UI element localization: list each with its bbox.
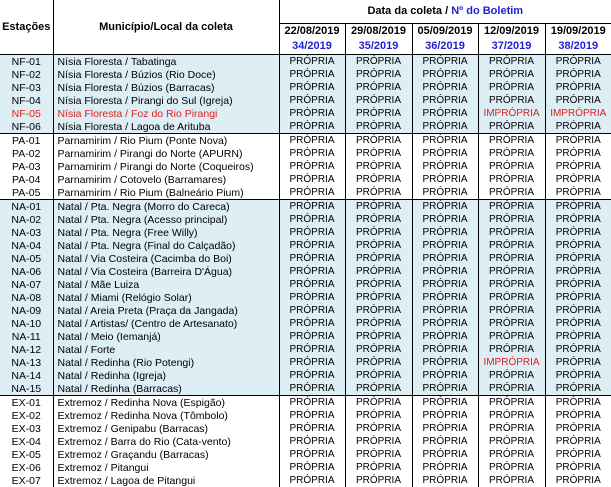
station-code: PA-02 — [0, 147, 53, 160]
status-cell: PRÓPRIA — [478, 330, 545, 343]
status-cell: PRÓPRIA — [345, 81, 412, 94]
table-row — [0, 474, 611, 487]
status-cell: PRÓPRIA — [412, 448, 478, 461]
location-name: Nísia Floresta / Búzios (Barracas) — [53, 81, 279, 94]
status-cell: PRÓPRIA — [478, 435, 545, 448]
table-row — [0, 213, 611, 226]
status-cell: PRÓPRIA — [412, 304, 478, 317]
status-cell: PRÓPRIA — [345, 291, 412, 304]
status-cell: PRÓPRIA — [345, 120, 412, 134]
status-cell: PRÓPRIA — [279, 448, 345, 461]
status-cell: PRÓPRIA — [412, 134, 478, 148]
status-cell: PRÓPRIA — [279, 317, 345, 330]
status-cell: PRÓPRIA — [478, 409, 545, 422]
table-row — [0, 369, 611, 382]
table-row — [0, 120, 611, 134]
status-cell: PRÓPRIA — [279, 173, 345, 186]
status-cell: PRÓPRIA — [478, 213, 545, 226]
status-cell: PRÓPRIA — [412, 461, 478, 474]
status-cell: PRÓPRIA — [345, 330, 412, 343]
status-cell: PRÓPRIA — [545, 396, 611, 410]
status-cell: PRÓPRIA — [545, 68, 611, 81]
station-code: NF-03 — [0, 81, 53, 94]
status-cell: PRÓPRIA — [545, 120, 611, 134]
location-name: Natal / Areia Preta (Praça da Jangada) — [53, 304, 279, 317]
status-cell: PRÓPRIA — [545, 330, 611, 343]
status-cell: PRÓPRIA — [345, 448, 412, 461]
status-cell: PRÓPRIA — [545, 422, 611, 435]
station-code: NF-06 — [0, 120, 53, 134]
station-code: PA-01 — [0, 134, 53, 148]
status-cell: PRÓPRIA — [412, 369, 478, 382]
status-cell: PRÓPRIA — [478, 422, 545, 435]
status-cell: PRÓPRIA — [345, 134, 412, 148]
status-cell: PRÓPRIA — [478, 382, 545, 396]
location-name: Natal / Forte — [53, 343, 279, 356]
status-cell: PRÓPRIA — [345, 304, 412, 317]
status-cell: PRÓPRIA — [412, 317, 478, 330]
table-row — [0, 107, 611, 120]
status-cell: IMPRÓPRIA — [478, 107, 545, 120]
status-cell: PRÓPRIA — [478, 147, 545, 160]
station-code: NF-01 — [0, 55, 53, 69]
location-name: Nísia Floresta / Lagoa de Arituba — [53, 120, 279, 134]
date-header: 19/09/2019 — [545, 23, 611, 39]
station-code: NA-12 — [0, 343, 53, 356]
location-name: Natal / Pta. Negra (Final do Calçadão) — [53, 239, 279, 252]
table-row — [0, 68, 611, 81]
bulletin-number: 38/2019 — [545, 39, 611, 55]
bulletin-number: 36/2019 — [412, 39, 478, 55]
status-cell: PRÓPRIA — [412, 173, 478, 186]
status-cell: PRÓPRIA — [478, 55, 545, 69]
table-row — [0, 200, 611, 214]
location-name: Nísia Floresta / Foz do Rio Pirangi — [53, 107, 279, 120]
location-name: Natal / Redinha (Igreja) — [53, 369, 279, 382]
status-cell: PRÓPRIA — [279, 409, 345, 422]
table-row — [0, 461, 611, 474]
station-code: NF-04 — [0, 94, 53, 107]
table-body — [0, 55, 611, 487]
status-cell: PRÓPRIA — [412, 160, 478, 173]
status-cell: PRÓPRIA — [345, 461, 412, 474]
status-cell: PRÓPRIA — [412, 435, 478, 448]
station-code: NA-09 — [0, 304, 53, 317]
location-name: Natal / Pta. Negra (Morro do Careca) — [53, 200, 279, 214]
table-row — [0, 317, 611, 330]
status-cell: PRÓPRIA — [345, 147, 412, 160]
status-cell: PRÓPRIA — [412, 213, 478, 226]
status-cell: PRÓPRIA — [279, 474, 345, 487]
status-cell: PRÓPRIA — [412, 265, 478, 278]
location-name: Natal / Miami (Relógio Solar) — [53, 291, 279, 304]
status-cell: PRÓPRIA — [478, 474, 545, 487]
station-code: NA-06 — [0, 265, 53, 278]
status-cell: PRÓPRIA — [345, 173, 412, 186]
station-code: NA-14 — [0, 369, 53, 382]
location-name: Parnamirim / Rio Pium (Ponte Nova) — [53, 134, 279, 148]
status-cell: PRÓPRIA — [345, 435, 412, 448]
status-cell: PRÓPRIA — [545, 278, 611, 291]
date-title: Data da coleta / — [367, 5, 451, 17]
station-code: NA-05 — [0, 252, 53, 265]
status-cell: PRÓPRIA — [478, 200, 545, 214]
status-cell: PRÓPRIA — [412, 409, 478, 422]
table-row — [0, 330, 611, 343]
status-cell: PRÓPRIA — [545, 382, 611, 396]
status-cell: PRÓPRIA — [279, 252, 345, 265]
status-cell: PRÓPRIA — [412, 278, 478, 291]
status-cell: PRÓPRIA — [545, 409, 611, 422]
status-cell: PRÓPRIA — [279, 461, 345, 474]
station-code: NA-04 — [0, 239, 53, 252]
status-cell: PRÓPRIA — [545, 317, 611, 330]
location-name: Parnamirim / Cotovelo (Barramares) — [53, 173, 279, 186]
table-row — [0, 160, 611, 173]
table-row — [0, 343, 611, 356]
status-cell: PRÓPRIA — [345, 186, 412, 200]
station-code: EX-02 — [0, 409, 53, 422]
location-name: Extremoz / Barra do Rio (Cata-vento) — [53, 435, 279, 448]
status-cell: PRÓPRIA — [545, 369, 611, 382]
location-name: Natal / Pta. Negra (Acesso principal) — [53, 213, 279, 226]
status-cell: PRÓPRIA — [345, 239, 412, 252]
table-row — [0, 396, 611, 410]
status-cell: PRÓPRIA — [478, 369, 545, 382]
status-cell: PRÓPRIA — [279, 186, 345, 200]
location-name: Extremoz / Lagoa de Pitangui — [53, 474, 279, 487]
location-name: Extremoz / Redinha Nova (Espigão) — [53, 396, 279, 410]
station-code: NA-15 — [0, 382, 53, 396]
status-cell: PRÓPRIA — [279, 343, 345, 356]
status-cell: PRÓPRIA — [478, 461, 545, 474]
status-cell: IMPRÓPRIA — [478, 356, 545, 369]
status-cell: PRÓPRIA — [412, 55, 478, 69]
status-cell: PRÓPRIA — [412, 200, 478, 214]
stations-header: Estações — [0, 0, 53, 55]
location-name: Extremoz / Redinha Nova (Tômbolo) — [53, 409, 279, 422]
station-code: EX-04 — [0, 435, 53, 448]
status-cell: PRÓPRIA — [478, 265, 545, 278]
status-cell: PRÓPRIA — [478, 448, 545, 461]
status-cell: PRÓPRIA — [279, 226, 345, 239]
status-cell: PRÓPRIA — [279, 330, 345, 343]
status-cell: PRÓPRIA — [478, 304, 545, 317]
status-cell: PRÓPRIA — [545, 239, 611, 252]
status-cell: PRÓPRIA — [478, 291, 545, 304]
table-row — [0, 278, 611, 291]
location-name: Natal / Mãe Luiza — [53, 278, 279, 291]
status-cell: PRÓPRIA — [279, 134, 345, 148]
status-cell: PRÓPRIA — [345, 278, 412, 291]
station-code: EX-07 — [0, 474, 53, 487]
status-cell: PRÓPRIA — [345, 107, 412, 120]
status-cell: PRÓPRIA — [412, 382, 478, 396]
status-cell: PRÓPRIA — [545, 147, 611, 160]
station-code: EX-06 — [0, 461, 53, 474]
date-header: 22/08/2019 — [279, 23, 345, 39]
status-cell: PRÓPRIA — [545, 252, 611, 265]
bulletin-number: 37/2019 — [478, 39, 545, 55]
table-row — [0, 226, 611, 239]
status-cell: PRÓPRIA — [279, 265, 345, 278]
status-cell: PRÓPRIA — [279, 291, 345, 304]
status-cell: PRÓPRIA — [279, 120, 345, 134]
location-name: Parnamirim / Pirangi do Norte (APURN) — [53, 147, 279, 160]
station-code: NA-11 — [0, 330, 53, 343]
status-cell: PRÓPRIA — [412, 147, 478, 160]
status-cell: PRÓPRIA — [545, 186, 611, 200]
status-cell: PRÓPRIA — [279, 239, 345, 252]
status-cell: PRÓPRIA — [412, 252, 478, 265]
status-cell: PRÓPRIA — [412, 330, 478, 343]
status-cell: PRÓPRIA — [412, 68, 478, 81]
status-cell: PRÓPRIA — [412, 356, 478, 369]
location-name: Natal / Via Costeira (Barreira D'Água) — [53, 265, 279, 278]
status-cell: PRÓPRIA — [345, 94, 412, 107]
status-cell: PRÓPRIA — [412, 107, 478, 120]
table-row — [0, 239, 611, 252]
status-cell: PRÓPRIA — [545, 81, 611, 94]
status-cell: PRÓPRIA — [279, 213, 345, 226]
location-name: Natal / Via Costeira (Cacimba do Boi) — [53, 252, 279, 265]
status-cell: PRÓPRIA — [345, 343, 412, 356]
location-name: Parnamirim / Pirangi do Norte (Coqueiros) — [53, 160, 279, 173]
table-row — [0, 304, 611, 317]
status-cell: PRÓPRIA — [545, 200, 611, 214]
status-cell: PRÓPRIA — [345, 68, 412, 81]
status-cell: PRÓPRIA — [412, 343, 478, 356]
date-bulletin-header — [279, 0, 611, 23]
status-cell: PRÓPRIA — [545, 94, 611, 107]
status-cell: PRÓPRIA — [279, 55, 345, 69]
status-cell: PRÓPRIA — [345, 396, 412, 410]
table-row — [0, 134, 611, 148]
status-cell: PRÓPRIA — [279, 435, 345, 448]
status-cell: PRÓPRIA — [545, 213, 611, 226]
location-name: Extremoz / Graçandu (Barracas) — [53, 448, 279, 461]
status-cell: IMPRÓPRIA — [545, 107, 611, 120]
status-cell: PRÓPRIA — [478, 317, 545, 330]
table-row — [0, 435, 611, 448]
status-cell: PRÓPRIA — [345, 265, 412, 278]
station-code: NA-10 — [0, 317, 53, 330]
location-name: Extremoz / Genipabu (Barracas) — [53, 422, 279, 435]
status-cell: PRÓPRIA — [545, 461, 611, 474]
status-cell: PRÓPRIA — [345, 55, 412, 69]
status-cell: PRÓPRIA — [545, 356, 611, 369]
status-cell: PRÓPRIA — [345, 252, 412, 265]
status-cell: PRÓPRIA — [412, 474, 478, 487]
station-code: PA-05 — [0, 186, 53, 200]
location-name: Nísia Floresta / Pirangi do Sul (Igreja) — [53, 94, 279, 107]
table-row — [0, 94, 611, 107]
date-header: 29/08/2019 — [345, 23, 412, 39]
status-cell: PRÓPRIA — [545, 291, 611, 304]
status-cell: PRÓPRIA — [545, 474, 611, 487]
status-cell: PRÓPRIA — [279, 81, 345, 94]
status-cell: PRÓPRIA — [345, 356, 412, 369]
table-row — [0, 356, 611, 369]
table-row — [0, 147, 611, 160]
status-cell: PRÓPRIA — [545, 134, 611, 148]
status-cell: PRÓPRIA — [345, 369, 412, 382]
location-name: Nísia Floresta / Búzios (Rio Doce) — [53, 68, 279, 81]
status-cell: PRÓPRIA — [345, 213, 412, 226]
location-name: Natal / Artistas/ (Centro de Artesanato) — [53, 317, 279, 330]
location-header: Município/Local da coleta — [53, 0, 279, 55]
bulletin-number: 34/2019 — [279, 39, 345, 55]
status-cell: PRÓPRIA — [412, 94, 478, 107]
status-cell: PRÓPRIA — [279, 160, 345, 173]
location-name: Natal / Pta. Negra (Free Willy) — [53, 226, 279, 239]
status-cell: PRÓPRIA — [478, 160, 545, 173]
status-cell: PRÓPRIA — [412, 226, 478, 239]
location-name: Natal / Redinha (Barracas) — [53, 382, 279, 396]
status-cell: PRÓPRIA — [478, 226, 545, 239]
status-cell: PRÓPRIA — [478, 173, 545, 186]
table-row — [0, 252, 611, 265]
status-cell: PRÓPRIA — [478, 252, 545, 265]
status-cell: PRÓPRIA — [279, 369, 345, 382]
station-code: NA-03 — [0, 226, 53, 239]
status-cell: PRÓPRIA — [412, 422, 478, 435]
location-name: Natal / Redinha (Rio Potengi) — [53, 356, 279, 369]
status-cell: PRÓPRIA — [545, 226, 611, 239]
status-cell: PRÓPRIA — [279, 107, 345, 120]
status-cell: PRÓPRIA — [279, 68, 345, 81]
table-row — [0, 409, 611, 422]
status-cell: PRÓPRIA — [345, 226, 412, 239]
table-row — [0, 448, 611, 461]
status-cell: PRÓPRIA — [279, 422, 345, 435]
status-cell: PRÓPRIA — [345, 160, 412, 173]
status-cell: PRÓPRIA — [345, 317, 412, 330]
location-name: Parnamirim / Rio Pium (Balneário Pium) — [53, 186, 279, 200]
station-code: NA-07 — [0, 278, 53, 291]
status-cell: PRÓPRIA — [545, 55, 611, 69]
table-row — [0, 81, 611, 94]
date-header: 05/09/2019 — [412, 23, 478, 39]
date-header: 12/09/2019 — [478, 23, 545, 39]
status-cell: PRÓPRIA — [279, 94, 345, 107]
bulletin-number: 35/2019 — [345, 39, 412, 55]
status-cell: PRÓPRIA — [345, 382, 412, 396]
table-row — [0, 291, 611, 304]
station-code: NA-02 — [0, 213, 53, 226]
status-cell: PRÓPRIA — [345, 409, 412, 422]
status-cell: PRÓPRIA — [478, 134, 545, 148]
status-cell: PRÓPRIA — [279, 396, 345, 410]
status-cell: PRÓPRIA — [279, 382, 345, 396]
status-cell: PRÓPRIA — [478, 396, 545, 410]
status-cell: PRÓPRIA — [545, 265, 611, 278]
status-cell: PRÓPRIA — [478, 239, 545, 252]
table-row — [0, 422, 611, 435]
status-cell: PRÓPRIA — [545, 343, 611, 356]
bulletin-title: Nº do Boletim — [451, 5, 523, 17]
table-row — [0, 55, 611, 69]
status-cell: PRÓPRIA — [279, 278, 345, 291]
status-cell: PRÓPRIA — [545, 173, 611, 186]
station-code: EX-01 — [0, 396, 53, 410]
status-cell: PRÓPRIA — [545, 160, 611, 173]
location-name: Natal / Meio (Iemanjá) — [53, 330, 279, 343]
station-code: PA-03 — [0, 160, 53, 173]
status-cell: PRÓPRIA — [345, 200, 412, 214]
status-cell: PRÓPRIA — [478, 186, 545, 200]
status-cell: PRÓPRIA — [412, 81, 478, 94]
status-cell: PRÓPRIA — [412, 396, 478, 410]
status-cell: PRÓPRIA — [478, 120, 545, 134]
status-cell: PRÓPRIA — [279, 356, 345, 369]
table-row — [0, 265, 611, 278]
status-cell: PRÓPRIA — [478, 81, 545, 94]
status-cell: PRÓPRIA — [412, 291, 478, 304]
status-cell: PRÓPRIA — [279, 147, 345, 160]
status-cell: PRÓPRIA — [478, 278, 545, 291]
station-code: NA-08 — [0, 291, 53, 304]
station-code: EX-05 — [0, 448, 53, 461]
station-code: NA-13 — [0, 356, 53, 369]
table-row — [0, 186, 611, 200]
station-code: NF-05 — [0, 107, 53, 120]
status-cell: PRÓPRIA — [279, 304, 345, 317]
status-cell: PRÓPRIA — [478, 94, 545, 107]
location-name: Extremoz / Pitangui — [53, 461, 279, 474]
location-name: Nísia Floresta / Tabatinga — [53, 55, 279, 69]
status-cell: PRÓPRIA — [412, 239, 478, 252]
status-cell: PRÓPRIA — [545, 304, 611, 317]
station-code: NF-02 — [0, 68, 53, 81]
table-row — [0, 382, 611, 396]
status-cell: PRÓPRIA — [345, 474, 412, 487]
status-cell: PRÓPRIA — [412, 120, 478, 134]
status-cell: PRÓPRIA — [478, 343, 545, 356]
status-cell: PRÓPRIA — [412, 186, 478, 200]
status-cell: PRÓPRIA — [545, 435, 611, 448]
station-code: EX-03 — [0, 422, 53, 435]
status-cell: PRÓPRIA — [545, 448, 611, 461]
status-cell: PRÓPRIA — [345, 422, 412, 435]
station-code: PA-04 — [0, 173, 53, 186]
table-row — [0, 173, 611, 186]
station-code: NA-01 — [0, 200, 53, 214]
status-cell: PRÓPRIA — [478, 68, 545, 81]
status-cell: PRÓPRIA — [279, 200, 345, 214]
